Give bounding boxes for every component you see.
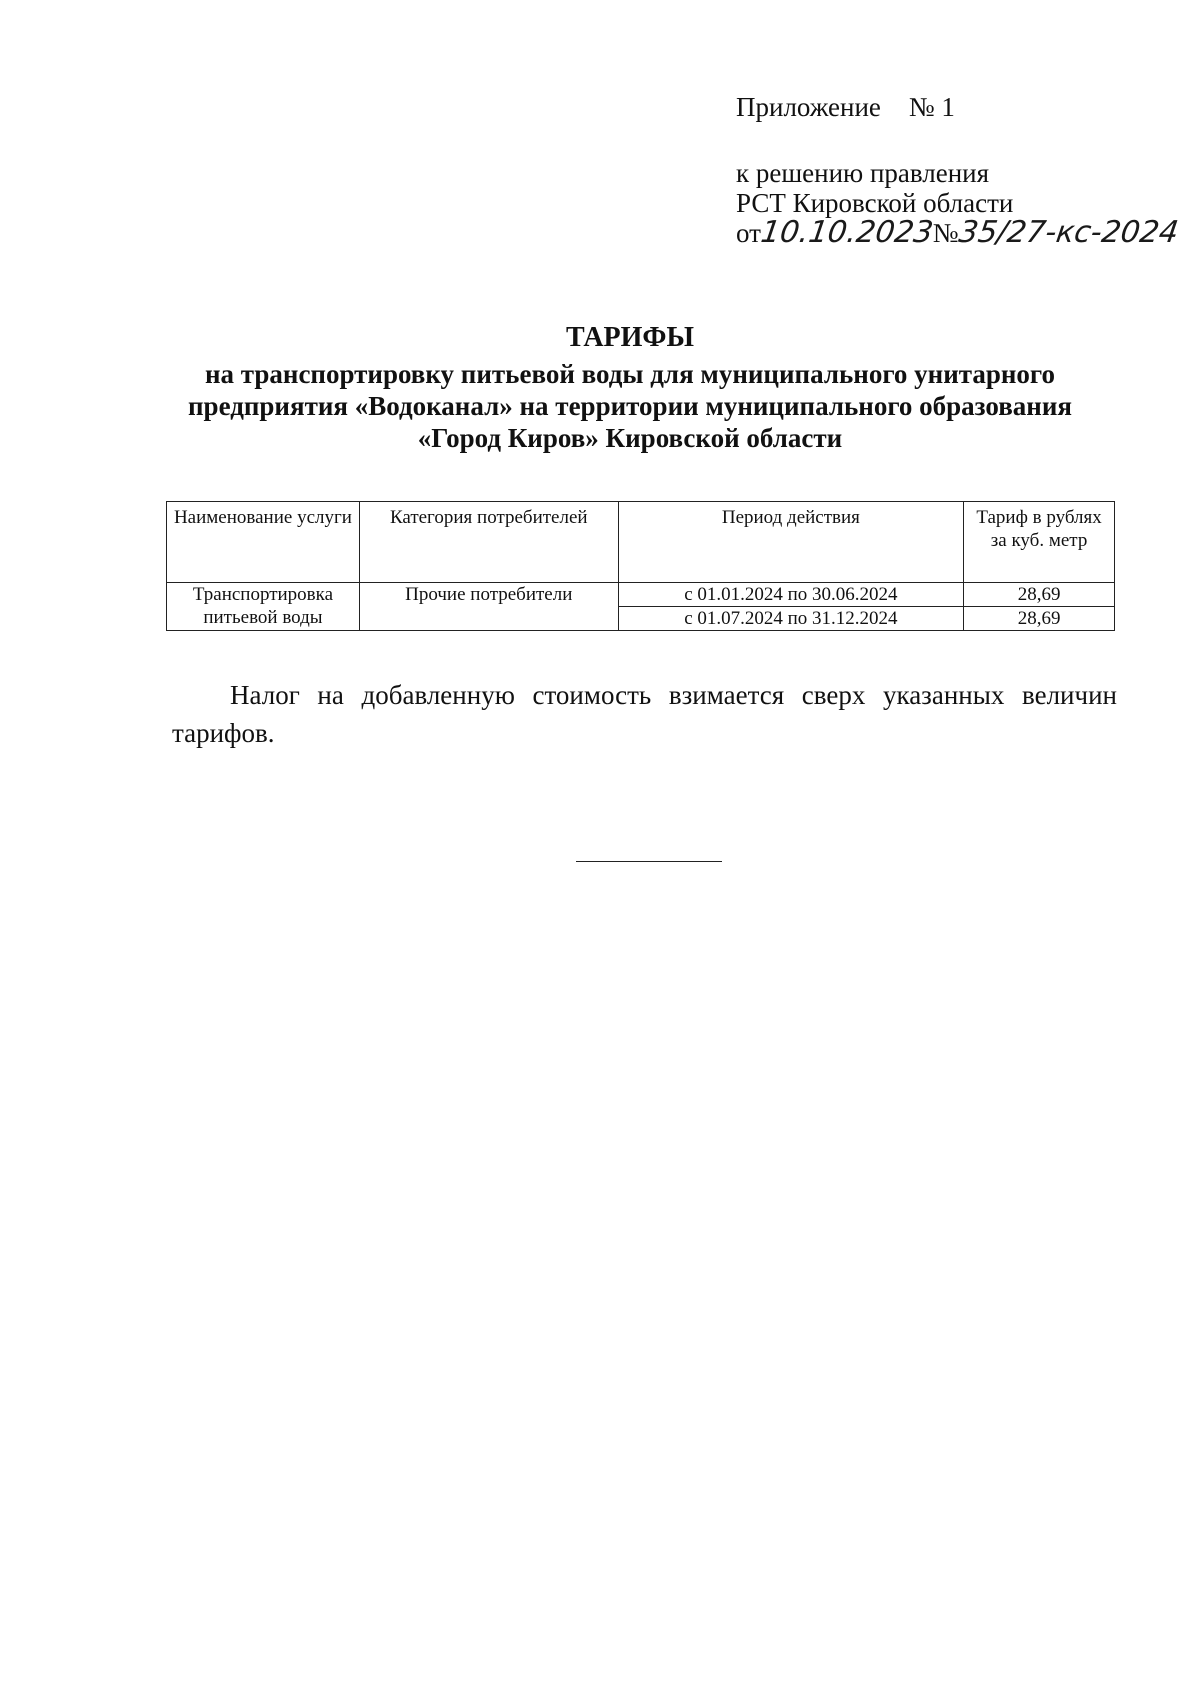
decision-no-sign: № — [932, 218, 959, 248]
appendix-label: Приложение — [736, 92, 881, 122]
cell-tariff: 28,69 — [964, 607, 1115, 631]
cell-period: с 01.01.2024 по 30.06.2024 — [618, 583, 964, 607]
tariffs-table — [166, 501, 1115, 631]
appendix-heading — [736, 90, 955, 124]
title-line-3: «Город Киров» Кировской области — [417, 423, 843, 453]
title-line-2: предприятия «Водоканал» на территории муниципального образования — [188, 391, 1072, 421]
document-title — [140, 322, 1120, 454]
handwritten-number: 35/27-кс-2024 — [956, 215, 1181, 250]
appendix-number: № 1 — [908, 92, 955, 122]
table-header-row — [167, 502, 1115, 583]
closing-separator-line — [576, 861, 722, 862]
cell-period: с 01.07.2024 по 31.12.2024 — [618, 607, 964, 631]
handwritten-date: 10.10.2023 — [758, 215, 936, 250]
vat-note: Налог на добавленную стоимость взимается сверх указанных величин тарифов. — [172, 680, 1117, 748]
header-period: Период действия — [618, 502, 964, 583]
header-category: Категория потребителей — [359, 502, 618, 583]
decision-line-1: к решению правления — [736, 158, 990, 188]
header-tariff: Тариф в рублях за куб. метр — [964, 502, 1115, 583]
header-service: Наименование услуги — [167, 502, 360, 583]
decision-date-number — [736, 215, 1181, 250]
title-heading: ТАРИФЫ — [566, 322, 694, 353]
cell-category: Прочие потребители — [359, 583, 618, 631]
title-line-1: на транспортировку питьевой воды для муниципального унитарного — [204, 359, 1056, 389]
decision-line-2: РСТ Кировской области — [736, 188, 1014, 218]
table-row — [167, 583, 1115, 607]
cell-service: Транспортировка питьевой воды — [167, 583, 360, 631]
decision-from-prefix: от — [736, 218, 761, 248]
decision-reference — [736, 158, 1181, 250]
cell-tariff: 28,69 — [964, 583, 1115, 607]
